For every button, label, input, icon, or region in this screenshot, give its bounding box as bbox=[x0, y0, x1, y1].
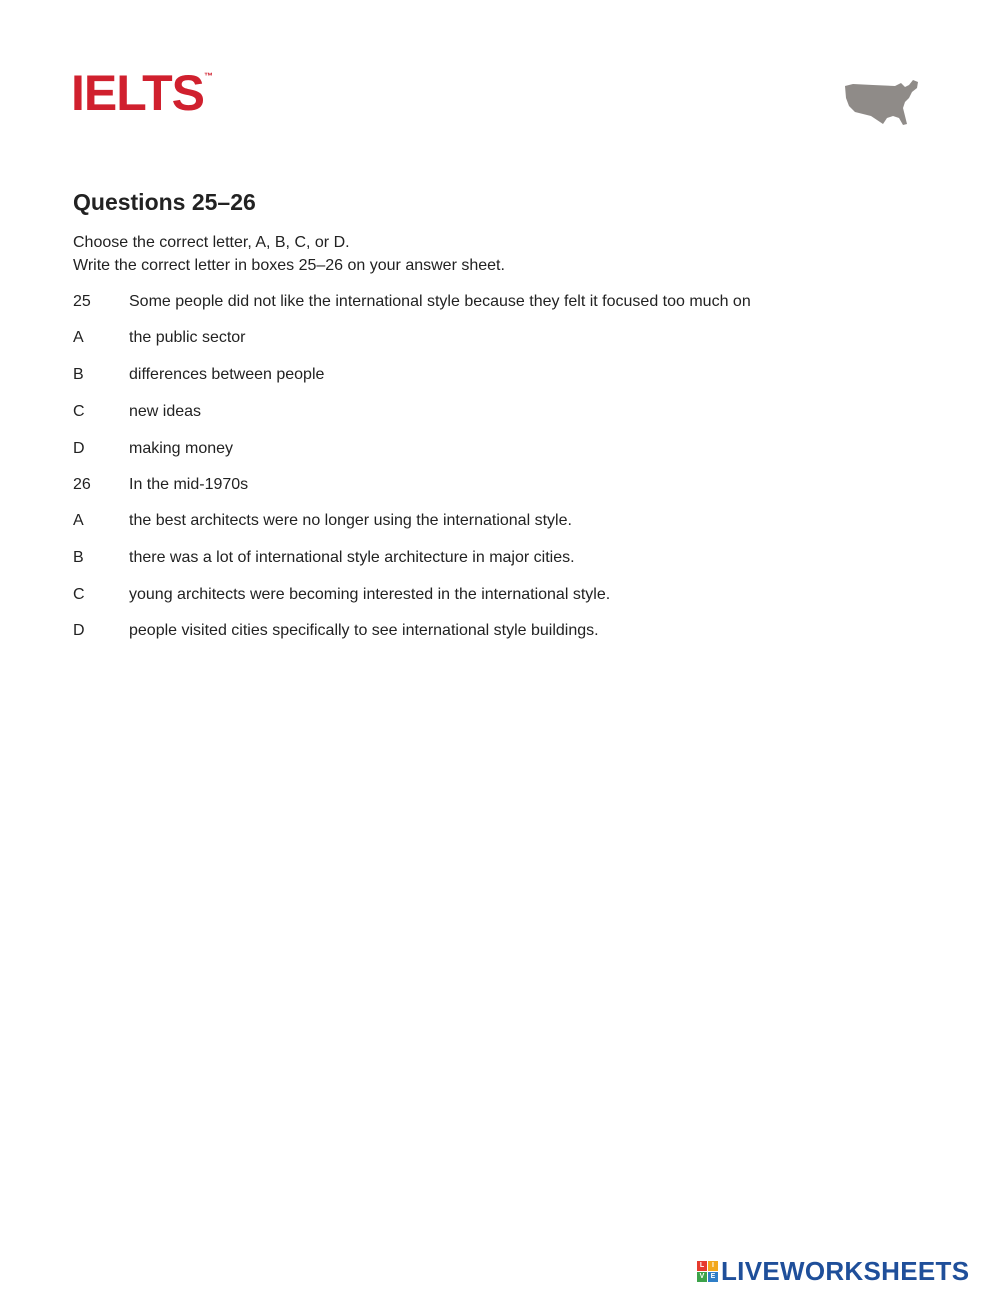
question-number: 25 bbox=[73, 293, 91, 310]
question-number: 26 bbox=[73, 476, 91, 493]
option-letter: C bbox=[73, 403, 85, 420]
cube-l: L bbox=[697, 1261, 707, 1271]
instruction-line-2: Write the correct letter in boxes 25–26 on your answer sheet. bbox=[73, 257, 505, 274]
option-text: making money bbox=[129, 440, 234, 457]
option-letter: B bbox=[73, 549, 84, 566]
option-text: new ideas bbox=[129, 403, 202, 420]
instruction-line-1: Choose the correct letter, A, B, C, or D. bbox=[73, 234, 350, 251]
option-text: the best architects were no longer using the international style. bbox=[129, 512, 572, 529]
option-text: the public sector bbox=[129, 329, 246, 346]
option-letter: D bbox=[73, 622, 85, 639]
option-text: there was a lot of international style architecture in major cities. bbox=[129, 549, 575, 566]
option-text: people visited cities specifically to see international style buildings. bbox=[129, 622, 599, 639]
section-title: Questions 25–26 bbox=[73, 189, 256, 215]
cube-v: V bbox=[697, 1272, 707, 1282]
brand-wordmark: LIVEWORKSHEETS bbox=[721, 1255, 970, 1286]
option-letter: B bbox=[73, 366, 84, 383]
question-stem: In the mid-1970s bbox=[129, 476, 249, 493]
ielts-logo: IELTS™ bbox=[71, 65, 213, 121]
option-letter: A bbox=[73, 329, 84, 346]
cube-i: I bbox=[708, 1261, 718, 1271]
option-text: young architects were becoming interested in the international style. bbox=[129, 586, 611, 603]
question-stem: Some people did not like the international style because they felt it focused too much on bbox=[129, 293, 751, 310]
option-letter: D bbox=[73, 440, 85, 457]
cube-e: E bbox=[708, 1272, 718, 1282]
liveworksheets-brand bbox=[697, 1256, 969, 1286]
option-letter: C bbox=[73, 586, 85, 603]
option-text: differences between people bbox=[129, 366, 325, 383]
option-letter: A bbox=[73, 512, 84, 529]
usa-map-icon bbox=[843, 78, 921, 128]
brand-cubes-icon bbox=[697, 1261, 718, 1282]
